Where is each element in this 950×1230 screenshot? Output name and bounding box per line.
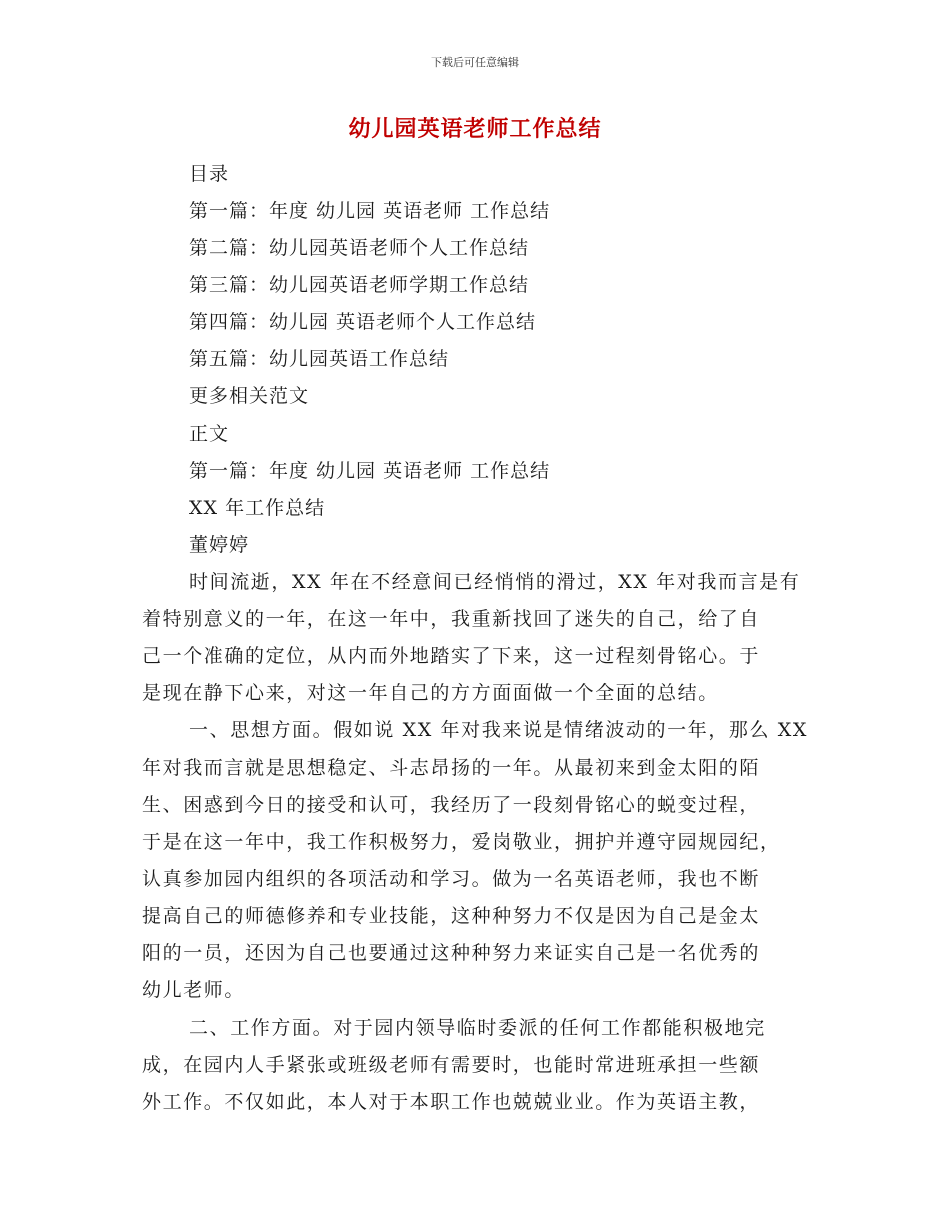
- toc-item-2: 第二篇：幼儿园英语老师个人工作总结: [189, 237, 530, 259]
- header-note: 下载后可任意编辑: [431, 56, 519, 69]
- body-heading: 正文: [189, 423, 230, 445]
- paragraph-2-line: 幼儿老师。: [142, 979, 246, 1001]
- paragraph-2-line: 提高自己的师德修养和专业技能，这种种努力不仅是因为自己是金太: [142, 905, 761, 927]
- paragraph-3-line: 二、工作方面。对于园内领导临时委派的任何工作都能积极地完: [189, 1017, 766, 1039]
- toc-item-3: 第三篇：幼儿园英语老师学期工作总结: [189, 274, 530, 296]
- paragraph-1-line: 己一个准确的定位，从内而外地踏实了下来，这一过程刻骨铭心。于: [142, 645, 761, 667]
- paragraph-2-line: 生、困惑到今日的接受和认可，我经历了一段刻骨铭心的蜕变过程，: [142, 794, 761, 816]
- paragraph-2-line: 年对我而言就是思想稳定、斗志昂扬的一年。从最初来到金太阳的陌: [142, 757, 761, 779]
- paragraph-2-line: 于是在这一年中，我工作积极努力，爱岗敬业，拥护并遵守园规园纪，: [142, 831, 781, 853]
- toc-item-5: 第五篇：幼儿园英语工作总结: [189, 348, 450, 370]
- toc-item-4: 第四篇：幼儿园 英语老师个人工作总结: [189, 311, 537, 333]
- author-name: 董婷婷: [189, 534, 250, 556]
- report-title: XX 年工作总结: [189, 497, 326, 519]
- paragraph-1-line: 是现在静下心来，对这一年自己的方方面面做一个全面的总结。: [142, 682, 719, 704]
- paragraph-1-line: 时间流逝，XX 年在不经意间已经悄悄的滑过，XX 年对我而言是有: [189, 571, 801, 593]
- toc-item-1: 第一篇：年度 幼儿园 英语老师 工作总结: [189, 200, 551, 222]
- paragraph-2-line: 一、思想方面。假如说 XX 年对我来说是情绪波动的一年，那么 XX: [189, 719, 809, 741]
- paragraph-3-line: 外工作。不仅如此，本人对于本职工作也兢兢业业。作为英语主教，: [142, 1091, 761, 1113]
- toc-heading: 目录: [189, 163, 230, 185]
- paragraph-3-line: 成，在园内人手紧张或班级老师有需要时，也能时常进班承担一些额: [142, 1054, 761, 1076]
- document-title: 幼儿园英语老师工作总结: [348, 116, 602, 142]
- paragraph-1-line: 着特别意义的一年，在这一年中，我重新找回了迷失的自己，给了自: [142, 608, 761, 630]
- section-heading: 第一篇：年度 幼儿园 英语老师 工作总结: [189, 460, 551, 482]
- paragraph-2-line: 认真参加园内组织的各项活动和学习。做为一名英语老师，我也不断: [142, 868, 761, 890]
- toc-more-link: 更多相关范文: [189, 385, 310, 407]
- paragraph-2-line: 阳的一员，还因为自己也要通过这种种努力来证实自己是一名优秀的: [142, 942, 761, 964]
